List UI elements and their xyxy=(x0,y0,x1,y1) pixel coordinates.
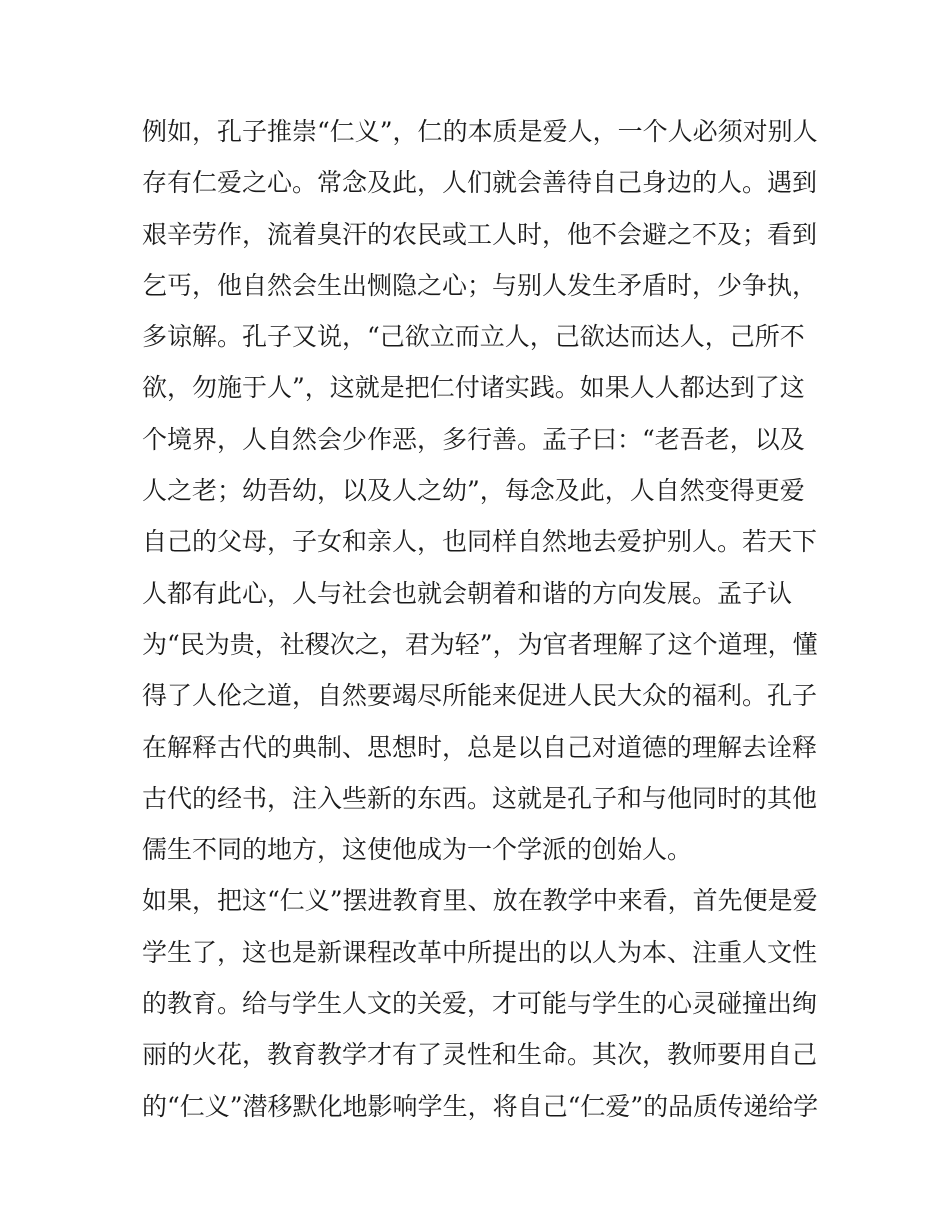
text-line: 儒生不同的地方，这使他成为一个学派的创始人。 xyxy=(142,835,693,865)
text-line: 的教育。给与学生人文的关爱，才可能与学生的心灵碰撞出绚 xyxy=(142,989,818,1019)
body-text xyxy=(142,106,822,1132)
text-line: 乞丐，他自然会生出恻隐之心；与别人发生矛盾时，少争执， xyxy=(142,270,818,300)
text-line: 个境界，人自然会少作恶，多行善。孟子曰：“老吾老，以及 xyxy=(142,424,805,454)
text-line: 的“仁义”潜移默化地影响学生，将自己“仁爱”的品质传递给学 xyxy=(142,1091,819,1121)
text-line: 存有仁爱之心。常念及此，人们就会善待自己身边的人。遇到 xyxy=(142,168,818,198)
text-line: 得了人伦之道，自然要竭尽所能来促进人民大众的福利。孔子 xyxy=(142,681,818,711)
text-line: 古代的经书，注入些新的东西。这就是孔子和与他同时的其他 xyxy=(142,783,818,813)
text-line: 在解释古代的典制、思想时，总是以自己对道德的理解去诠释 xyxy=(142,732,818,762)
text-line: 人都有此心，人与社会也就会朝着和谐的方向发展。孟子认 xyxy=(142,578,793,608)
text-line: 欲，勿施于人”，这就是把仁付诸实践。如果人人都达到了这 xyxy=(142,373,805,403)
text-line: 多谅解。孔子又说，“己欲立而立人，己欲达而达人，己所不 xyxy=(142,322,805,352)
text-line: 例如，孔子推崇“仁义”，仁的本质是爱人，一个人必须对别人 xyxy=(142,117,818,146)
text-line: 人之老；幼吾幼，以及人之幼”，每念及此，人自然变得更爱 xyxy=(142,476,805,506)
text-line: 如果，把这“仁义”摆进教育里、放在教学中来看，首先便是爱 xyxy=(142,886,818,916)
text-line: 自己的父母，子女和亲人，也同样自然地去爱护别人。若天下 xyxy=(142,527,818,557)
text-line: 学生了，这也是新课程改革中所提出的以人为本、注重人文性 xyxy=(142,937,818,967)
text-line: 丽的火花，教育教学才有了灵性和生命。其次，教师要用自己 xyxy=(142,1040,818,1070)
text-line: 为“民为贵，社稷次之，君为轻”，为官者理解了这个道理，懂 xyxy=(142,629,818,659)
text-line: 艰辛劳作，流着臭汗的农民或工人时，他不会避之不及；看到 xyxy=(142,219,818,249)
